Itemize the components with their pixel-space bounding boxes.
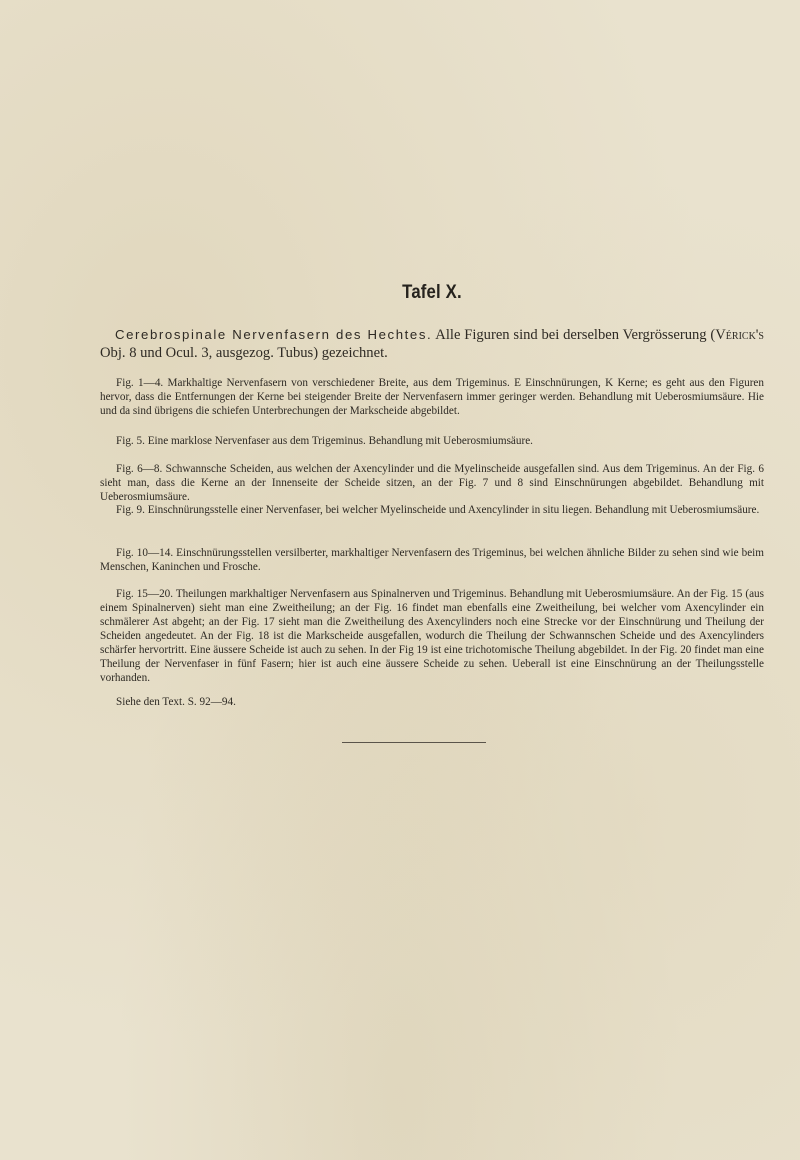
- caption-fig-15-20: Fig. 15—20. Theilungen markhaltiger Nervenfasern aus Spinalnerven und Trigeminus. Behandlung mit Ueberosmiumsäure. An der Fig. 15 (aus einem Spinalnerven) sieht man eine Zweitheilung; an der Fig. 16 findet man ebenfalls eine Zweitheilung, bei welcher vom Axencylinder ein schmälerer Ast abgeht; an der Fig. 17 sieht man die Zweitheilung des Axencylinders noch eine Strecke vor der Einschnürung und Theilung der Scheiden angedeutet. An der Fig. 18 ist die Markscheide ausgefallen, wodurch die Theilung der Schwannschen Scheide und des Axencylinders schärfer hervortritt. Eine äussere Scheide ist auch zu sehen. In der Fig 19 ist eine trichotomische Theilung abgebildet. In der Fig. 20 findet man eine Theilung der Nervenfaser in fünf Fasern; hier ist auch eine äussere Scheide zu sehen. Ueberall ist eine Einschnürung an der Theilungsstelle vorhanden.: [100, 588, 764, 684]
- intro-paragraph: [100, 326, 764, 362]
- intro-author-name: Vérick's: [715, 327, 764, 343]
- caption-fig-6-8: Fig. 6—8. Schwannsche Scheiden, aus welchen der Axencylinder und die Myelinscheide ausgefallen sind. Aus dem Trigeminus. An der Fig. 6 sieht man, dass die Kerne an der Innenseite der Scheide sitzen, an der Fig. 7 und 8 sind Einschnürungen abgebildet. Behandlung mit Ueberosmiumsäure.: [100, 463, 764, 503]
- caption-fig-9: Fig. 9. Einschnürungsstelle einer Nervenfaser, bei welcher Myelinscheide und Axencylinder in situ liegen. Behandlung mit Ueberosmiumsäure.: [116, 504, 760, 516]
- caption-fig-1-4: Fig. 1—4. Markhaltige Nervenfasern von verschiedener Breite, aus dem Trigeminus. E Einschnürungen, K Kerne; es geht aus den Figuren hervor, dass die Entfernungen der Kerne bei steigender Breite der Nervenfasern immer geringer werden. Behandlung mit Ueberosmiumsäure. Hie und da sind übrigens die schiefen Unterbrechungen der Markscheide abgebildet.: [100, 377, 764, 417]
- intro-subject: Cerebrospinale Nervenfasern des Hechtes.: [115, 327, 433, 342]
- divider-rule: [342, 742, 486, 743]
- plate-page: [100, 0, 764, 1160]
- plate-title: Tafel X.: [402, 282, 462, 303]
- caption-fig-5: Fig. 5. Eine marklose Nervenfaser aus dem Trigeminus. Behandlung mit Ueberosmiumsäure.: [116, 435, 533, 447]
- text-reference: Siehe den Text. S. 92—94.: [116, 696, 236, 708]
- intro-text-b: Obj. 8 und Ocul. 3, ausgezog. Tubus) gezeichnet.: [100, 345, 388, 361]
- intro-text-a: Alle Figuren sind bei derselben Vergrösserung (: [432, 327, 716, 343]
- caption-fig-10-14: Fig. 10—14. Einschnürungsstellen versilberter, markhaltiger Nervenfasern des Trigeminus, bei welchen ähnliche Bilder zu sehen sind wie beim Menschen, Kaninchen und Frosche.: [100, 547, 764, 573]
